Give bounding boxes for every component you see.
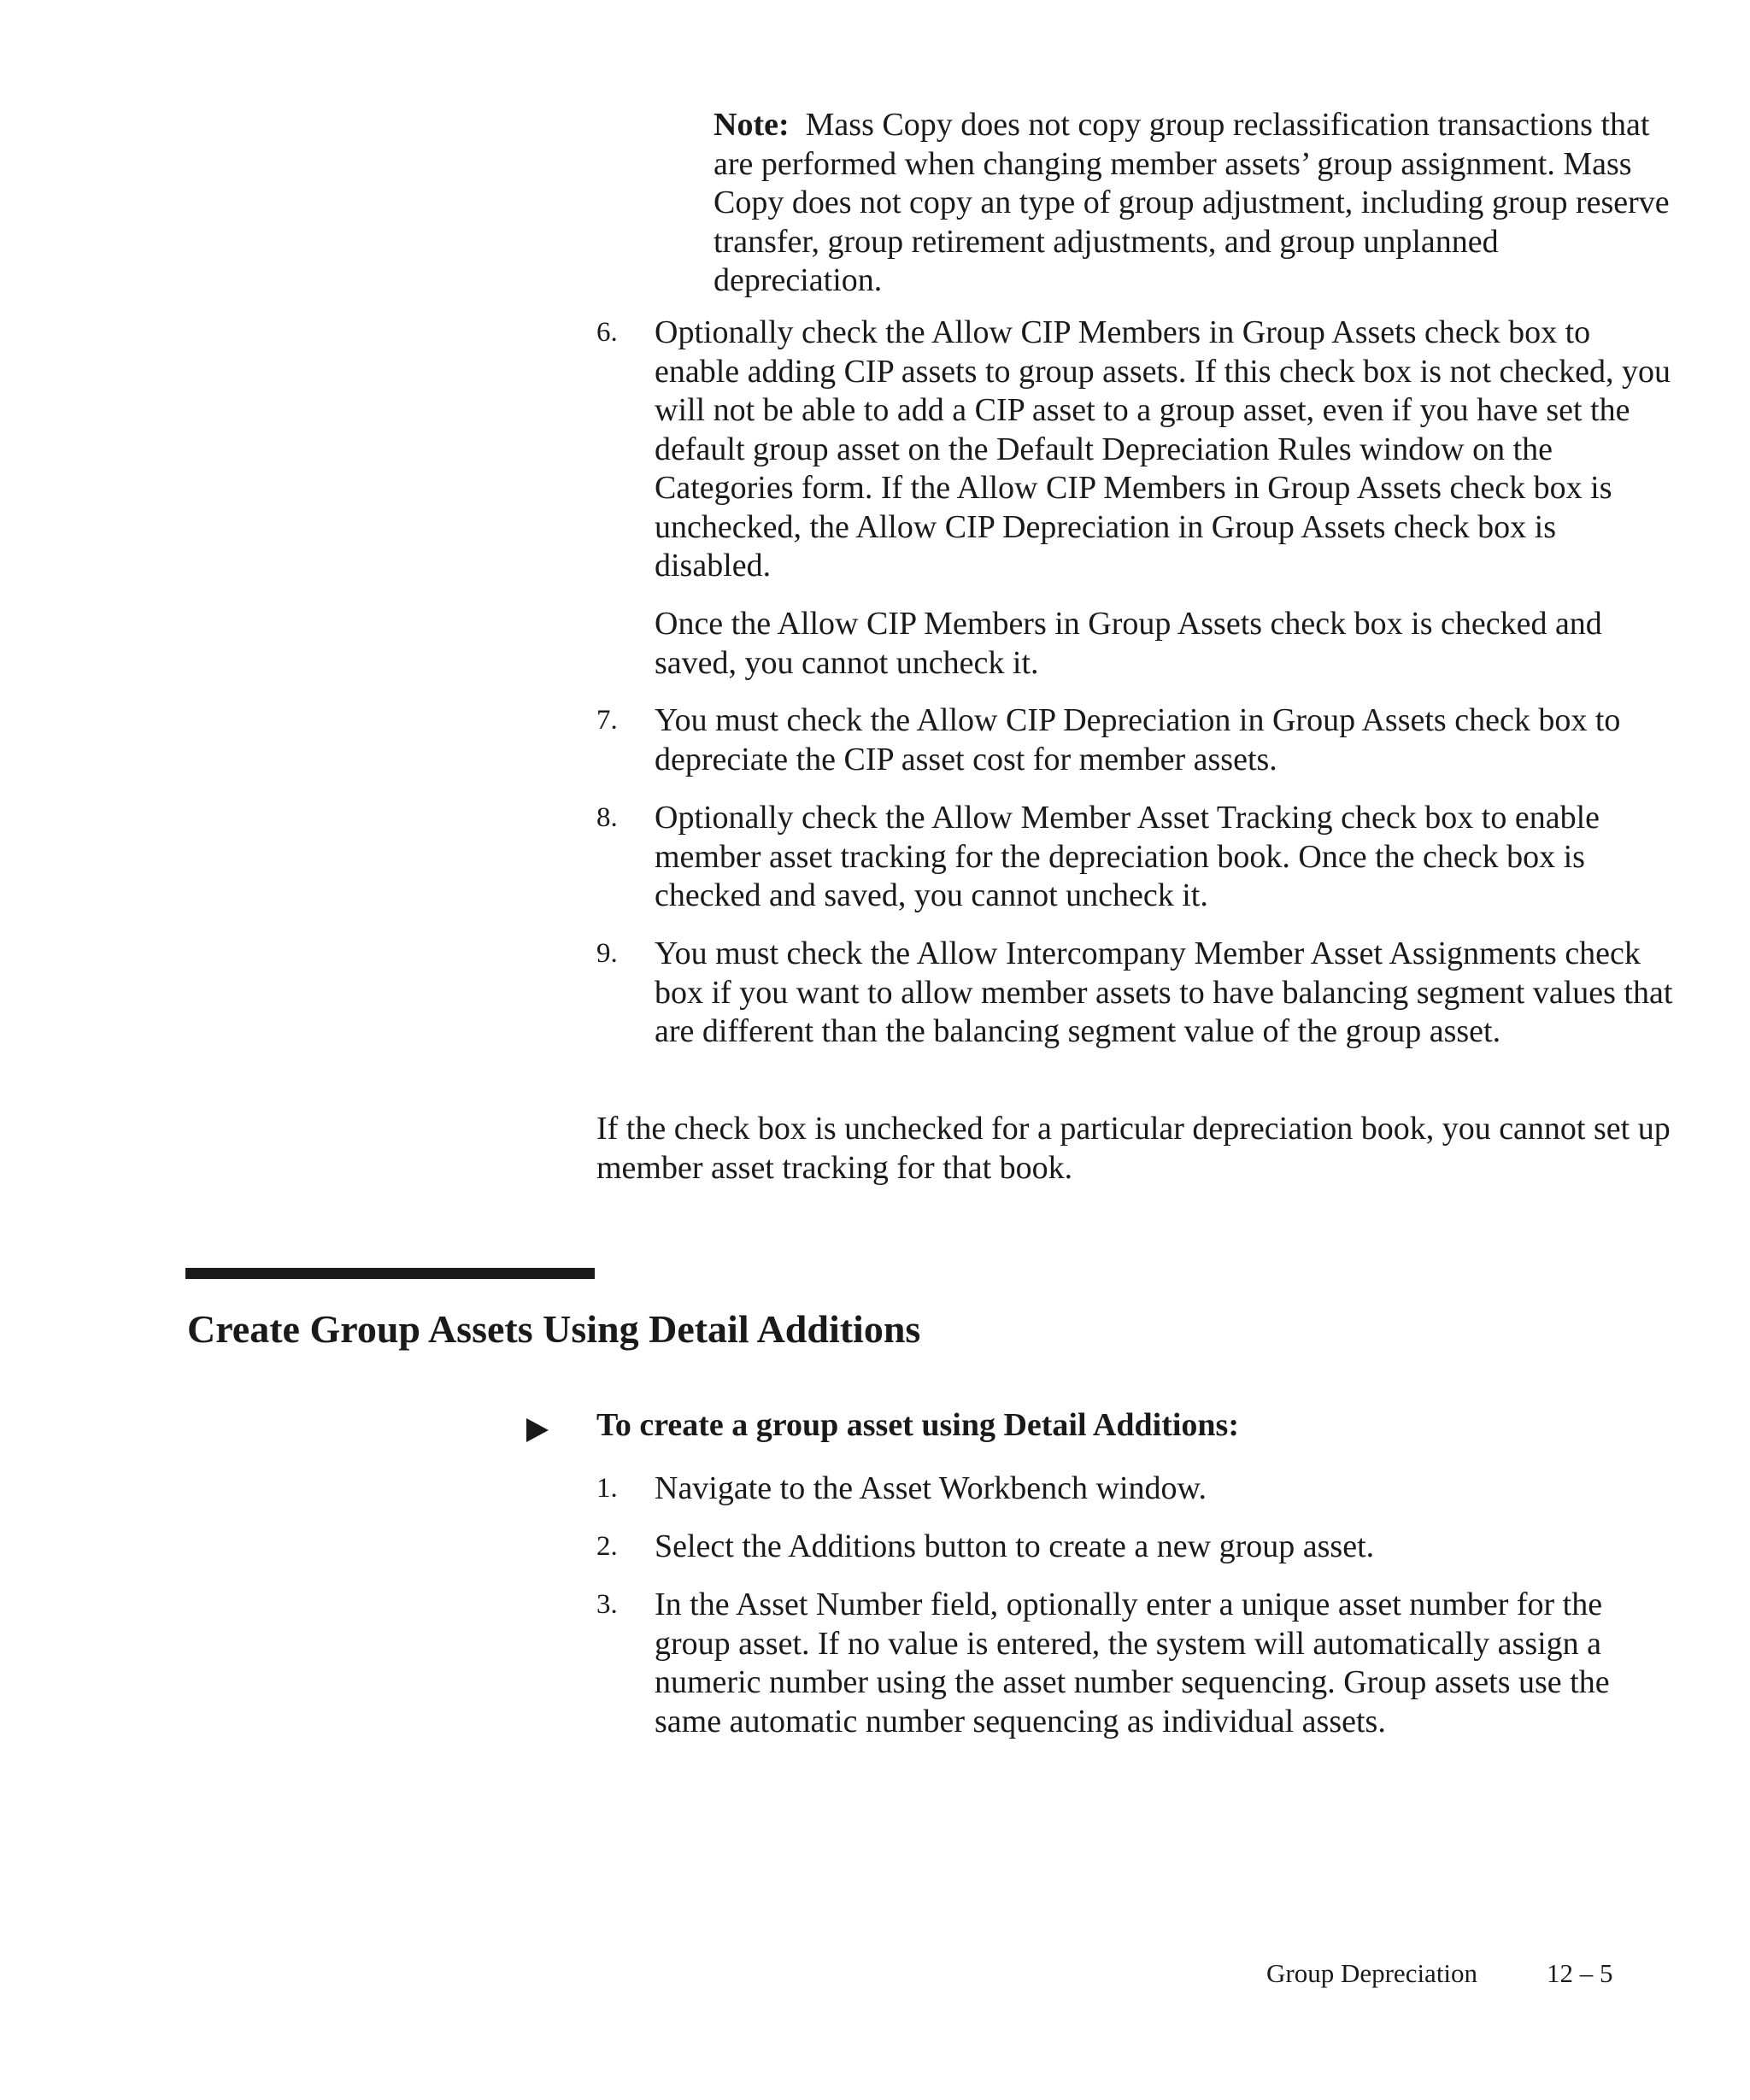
step-6-followup: Once the Allow CIP Members in Group Assets check box is checked and saved, you cannot uncheck it. [655,606,1602,681]
step-text: You must check the Allow CIP Depreciation in Group Assets check box to depreciate the CIP asset cost for member assets. [655,702,1621,777]
step-number: 6. [596,317,618,348]
step-number: 3. [596,1589,618,1620]
procedure-arrow-icon [526,1418,549,1442]
procedure-title: To create a group asset using Detail Additions: [596,1407,1239,1443]
step-number: 7. [596,705,618,736]
section-rule [185,1268,595,1279]
closing-paragraph: If the check box is unchecked for a particular depreciation book, you cannot set up member asset tracking for that book. [596,1111,1671,1186]
step-number: 1. [596,1473,618,1504]
step-text: Optionally check the Allow CIP Members in Group Assets check box to enable adding CIP assets to group assets. If this check box is not checked, you will not be able to add a CIP asset to a group asset, even if you have set the default group asset on the Default Depreciation Rules window on the Categories form. If the Allow CIP Members in Group Assets check box is unchecked, the Allow CIP Depreciation in Group Assets check box is disabled. [655,314,1671,584]
step-text: In the Asset Number field, optionally enter a unique asset number for the group asset. If no value is entered, the system will automatically assign a numeric number using the asset number sequencing. Group assets use the same automatic number sequencing as individual assets. [655,1587,1610,1739]
step-text: Optionally check the Allow Member Asset Tracking check box to enable member asset tracking for the depreciation book. Once the check box is checked and saved, you cannot uncheck it. [655,800,1600,913]
step-text: Select the Additions button to create a new group asset. [655,1528,1375,1564]
note-text: Mass Copy does not copy group reclassification transactions that are performed when changing member assets’ group assignment. Mass Copy does not copy an type of group adjustment, including group reserve transfer, group retirement adjustments, and group unplanned depreciation. [714,107,1670,298]
footer-page-number: 12 – 5 [1547,1958,1613,1988]
note-block [714,106,1671,301]
step-number: 9. [596,938,618,969]
step-text: Navigate to the Asset Workbench window. [655,1470,1207,1506]
step-text: You must check the Allow Intercompany Member Asset Assignments check box if you want to allow member assets to have balancing segment values that are different than the balancing segment value of the group asset. [655,936,1673,1049]
footer-section-name: Group Depreciation [1266,1958,1478,1988]
step-number: 2. [596,1531,618,1562]
step-number: 8. [596,802,618,833]
section-heading: Create Group Assets Using Detail Additions [187,1307,921,1351]
note-label: Note: [714,107,790,143]
